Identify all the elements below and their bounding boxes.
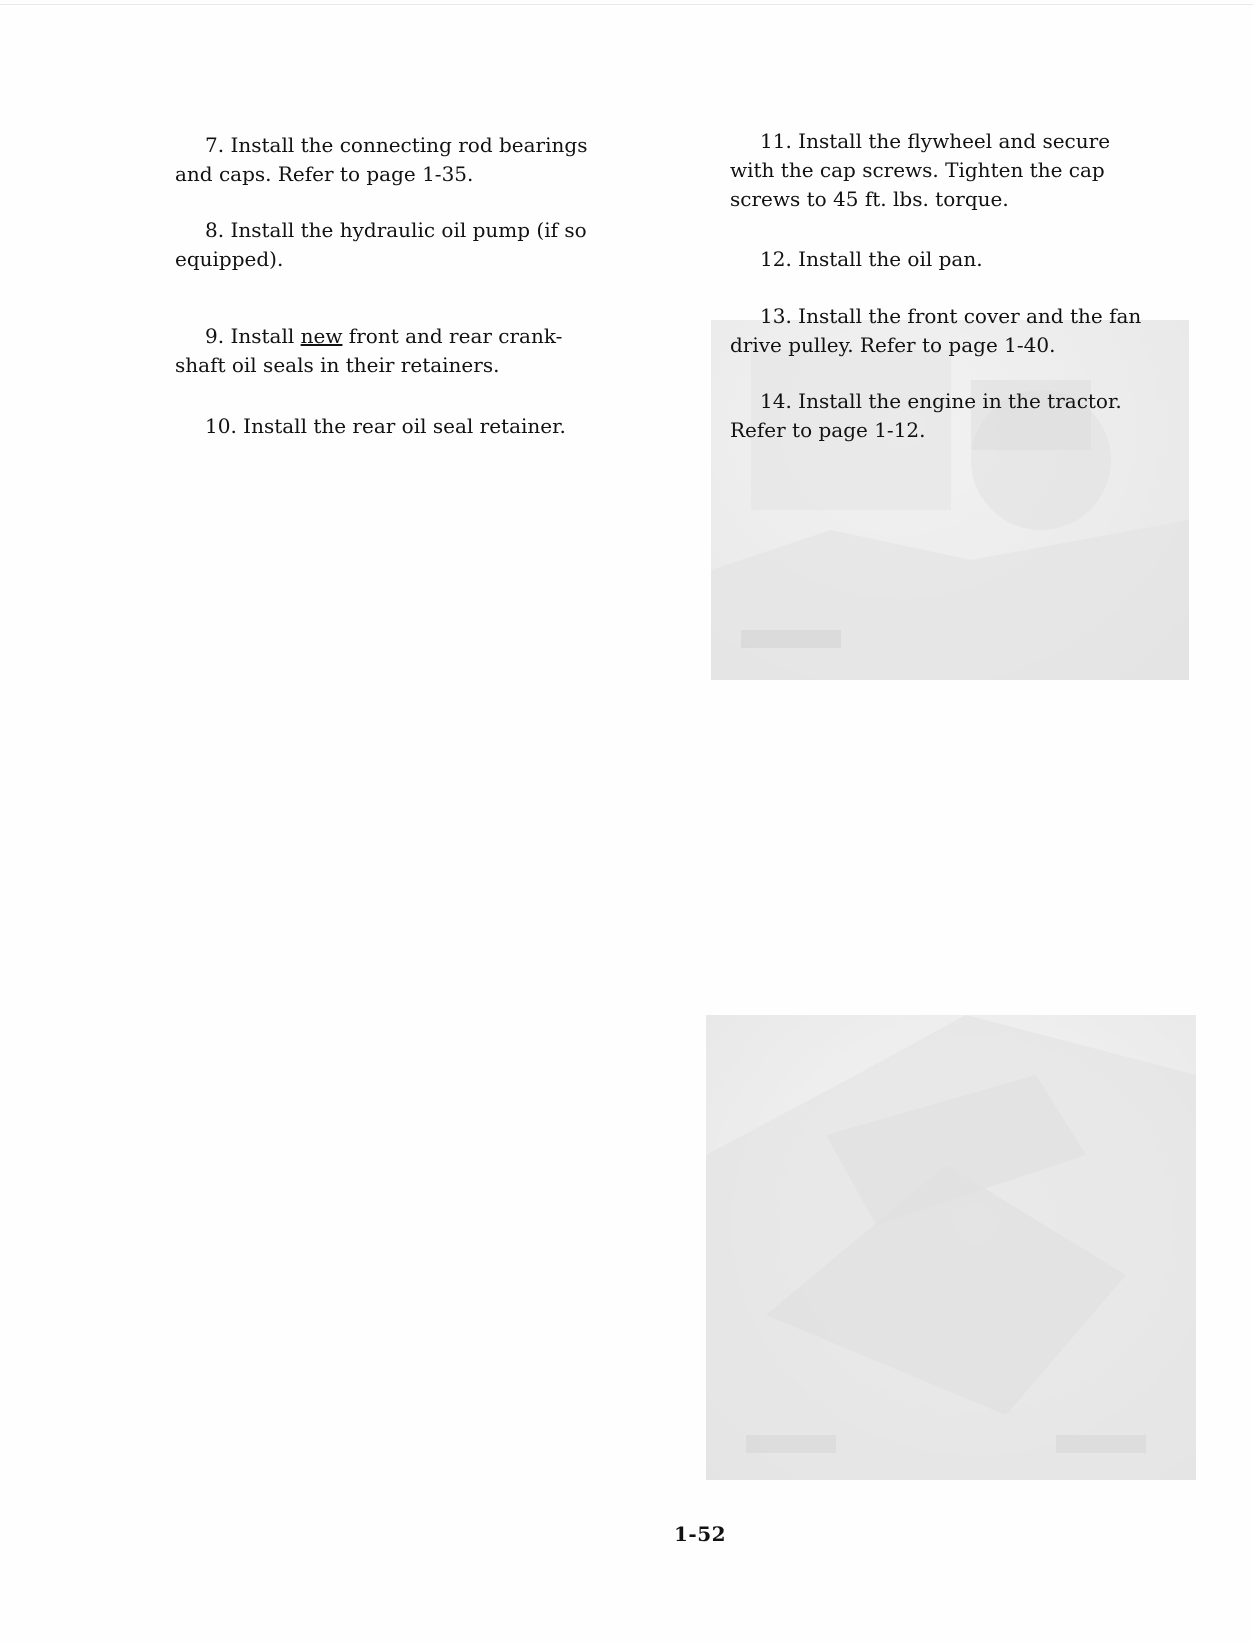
- engine-photo-bottom: [706, 1015, 1196, 1480]
- step-12: [730, 245, 983, 274]
- step-14-line-2: Refer to page 1-12.: [730, 418, 926, 442]
- step-9-emphasis: new: [300, 324, 343, 348]
- step-13-line-1: 13. Install the front cover and the fan: [760, 304, 1142, 328]
- step-7: [175, 131, 587, 189]
- step-11-line-3: screws to 45 ft. lbs. torque.: [730, 187, 1009, 211]
- scan-edge: [0, 4, 1253, 5]
- step-9-line-1-pre: 9. Install: [205, 324, 301, 348]
- page-number: 1-52: [674, 1522, 727, 1546]
- step-14-line-1: 14. Install the engine in the tractor.: [760, 389, 1122, 413]
- step-11-line-2: with the cap screws. Tighten the cap: [730, 158, 1105, 182]
- step-8-line-2: equipped).: [175, 247, 284, 271]
- step-7-line-1: 7. Install the connecting rod bearings: [205, 133, 588, 157]
- step-9-line-1-post: front and rear crank-: [342, 324, 563, 348]
- step-13: [730, 302, 1141, 360]
- engine-photo-top: [711, 320, 1189, 680]
- step-10: [175, 412, 566, 441]
- step-11-line-1: 11. Install the flywheel and secure: [760, 129, 1111, 153]
- step-12-line-1: 12. Install the oil pan.: [760, 247, 983, 271]
- step-10-line-1: 10. Install the rear oil seal retainer.: [205, 414, 566, 438]
- step-8: [175, 216, 587, 274]
- step-14: [730, 387, 1122, 445]
- step-9-line-2: shaft oil seals in their retainers.: [175, 353, 500, 377]
- step-8-line-1: 8. Install the hydraulic oil pump (if so: [205, 218, 587, 242]
- step-7-line-2: and caps. Refer to page 1-35.: [175, 162, 474, 186]
- step-13-line-2: drive pulley. Refer to page 1-40.: [730, 333, 1056, 357]
- step-11: [730, 127, 1110, 214]
- step-9: [175, 322, 562, 380]
